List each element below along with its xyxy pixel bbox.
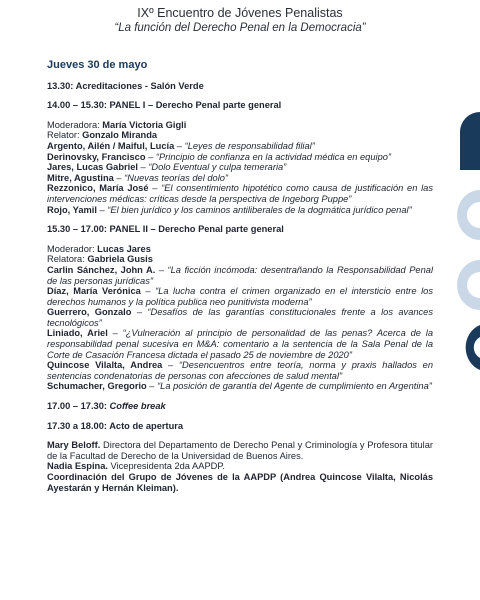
separator: –: [131, 307, 148, 318]
talk-title: “El bien jurídico y los caminos antiliberales de la dogmática jurídico penal”: [107, 204, 412, 215]
separator: –: [107, 328, 123, 339]
panel2-block: [47, 244, 433, 392]
talk-item: [47, 173, 433, 184]
talk-title: “Principio de confianza en la actividad médica en equipo”: [155, 151, 392, 162]
talk-item: [47, 205, 433, 216]
coffee-label: Coffee break: [109, 401, 166, 412]
accreditation-line: 13.30: Acreditaciones - Salón Verde: [47, 80, 204, 91]
rapporteur-name: Gabriela Gusis: [87, 254, 153, 265]
panel1-moderator: [47, 120, 433, 131]
moderator-label: Moderador:: [47, 243, 98, 254]
opening-speaker-2: [47, 461, 433, 472]
talk-speaker: Liniado, Ariel: [47, 328, 108, 339]
panel1-block: [47, 120, 433, 215]
talk-title: “Desafíos de las garantías constitucionales frente a los avances tecnológicos”: [47, 307, 433, 328]
separator: –: [96, 204, 108, 215]
talk-item: [47, 286, 433, 307]
talk-speaker: Argento, Ailén / Maiful, Lucía: [47, 140, 175, 151]
separator: –: [113, 172, 125, 183]
separator: –: [146, 381, 158, 392]
separator: –: [162, 360, 179, 371]
talk-item: [47, 265, 433, 286]
separator: –: [145, 151, 156, 162]
talk-item: [47, 162, 433, 173]
document-header: [0, 6, 480, 35]
panel2-rapporteur: [47, 254, 433, 265]
talk-speaker: Carlin Sánchez, John A.: [47, 264, 156, 275]
talk-title: “El consentimiento hipotético como causa de justificación en las intervenciones médicas: críticas desde la perspectiva de Ingeborg Puppe”: [47, 183, 434, 204]
separator: –: [155, 264, 168, 275]
talk-item: [47, 360, 433, 381]
talk-speaker: Rojo, Yamil: [47, 204, 97, 215]
talk-item: [47, 307, 433, 328]
talk-title: “La posición de garantía del Agente de cumplimiento en Argentina”: [157, 381, 432, 392]
coffee-break-line: [47, 401, 433, 412]
talk-speaker: Díaz, María Verónica: [47, 286, 141, 297]
talk-speaker: Schumacher, Gregorio: [47, 381, 147, 392]
moderator-name: Lucas Jares: [97, 243, 151, 254]
speaker-name: Mary Beloff.: [47, 440, 101, 451]
speaker-role: Vicepresidenta 2da AAPDP.: [107, 461, 225, 472]
talk-speaker: Quincose Vilalta, Andrea: [47, 360, 163, 371]
talk-title: “La ficción incómoda: desentrañando la Responsabilidad Penal de las personas jurídicas”: [47, 264, 434, 286]
deco-shape-4: [466, 325, 480, 370]
moderator-label: Moderadora:: [47, 119, 103, 130]
event-title: IXº Encuentro de Jóvenes Penalistas: [137, 6, 343, 20]
separator: –: [148, 183, 162, 194]
coffee-time: 17.00 – 17.30:: [47, 401, 110, 412]
panel2-title: 15.30 – 17.00: PANEL II – Derecho Penal parte general: [47, 224, 284, 235]
opening-title: 17.30 a 18.00: Acto de apertura: [47, 420, 184, 431]
talk-speaker: Mitre, Agustina: [47, 172, 114, 183]
talk-title: “Leyes de responsabilidad filial”: [184, 140, 315, 151]
talk-title: “La lucha contra el crimen organizado en el intersticio entre los derechos humanos y la política publica neo punitivista moderna”: [47, 286, 433, 307]
deco-shape-1: [460, 112, 480, 170]
talk-speaker: Guerrero, Gonzalo: [47, 307, 132, 318]
rapporteur-label: Relator:: [47, 130, 83, 141]
speaker-name: Nadia Espina.: [47, 461, 108, 472]
program-content: [47, 60, 433, 502]
moderator-name: María Victoria Gigli: [102, 119, 187, 130]
event-subtitle: “La función del Derecho Penal en la Democracia”: [114, 22, 366, 34]
speaker-role: Directora del Departamento de Derecho Penal y Criminología y Profesora titular de la Facultad de Derecho de la Universidad de Buenos Aires.: [47, 440, 433, 461]
talk-item: [47, 141, 433, 152]
separator: –: [137, 162, 149, 173]
decorative-year-graphic: [450, 100, 480, 370]
talk-item: [47, 328, 433, 360]
talk-item: [47, 183, 433, 204]
talk-item: [47, 381, 433, 392]
rapporteur-label: Relatora:: [47, 254, 88, 265]
panel2-moderator: [47, 244, 433, 255]
panel1-title: 14.00 – 15.30: PANEL I – Derecho Penal parte general: [47, 100, 282, 111]
talk-speaker: Jares, Lucas Gabriel: [47, 162, 138, 173]
talk-title: “Desencuentros entre teoría, norma y praxis hallados en sentencias condenatorias de personas con afecciones de salud mental”: [47, 360, 433, 381]
talk-title: “¿Vulneración al principio de personalidad de las penas? Acerca de la responsabilidad penal sucesiva en M&A: comentario a la sentencia de la Sala Penal de la Corte de Casación Francesa dictada el pasado 25 de noviembre de 2020”: [47, 328, 433, 360]
talk-item: [47, 152, 433, 163]
panel1-rapporteur: [47, 130, 433, 141]
talk-title: “Dolo Eventual y culpa temeraria”: [148, 162, 287, 173]
talk-speaker: Rezzonico, María José: [47, 183, 149, 194]
opening-coordination: Coordinación del Grupo de Jóvenes de la AAPDP (Andrea Quincose Vilalta, Nicolás Ayestarán y Hernán Kleiman).: [47, 472, 433, 493]
deco-shape-2: [457, 190, 480, 240]
opening-speaker-1: [47, 440, 433, 461]
day-heading: Jueves 30 de mayo: [47, 59, 148, 71]
talk-title: “Nuevas teorías del dolo”: [124, 172, 229, 183]
talk-speaker: Derinovsky, Francisco: [47, 151, 146, 162]
separator: –: [140, 286, 156, 297]
rapporteur-name: Gonzalo Miranda: [82, 130, 158, 141]
deco-shape-3: [457, 260, 480, 310]
opening-block: [47, 440, 433, 493]
separator: –: [174, 140, 185, 151]
